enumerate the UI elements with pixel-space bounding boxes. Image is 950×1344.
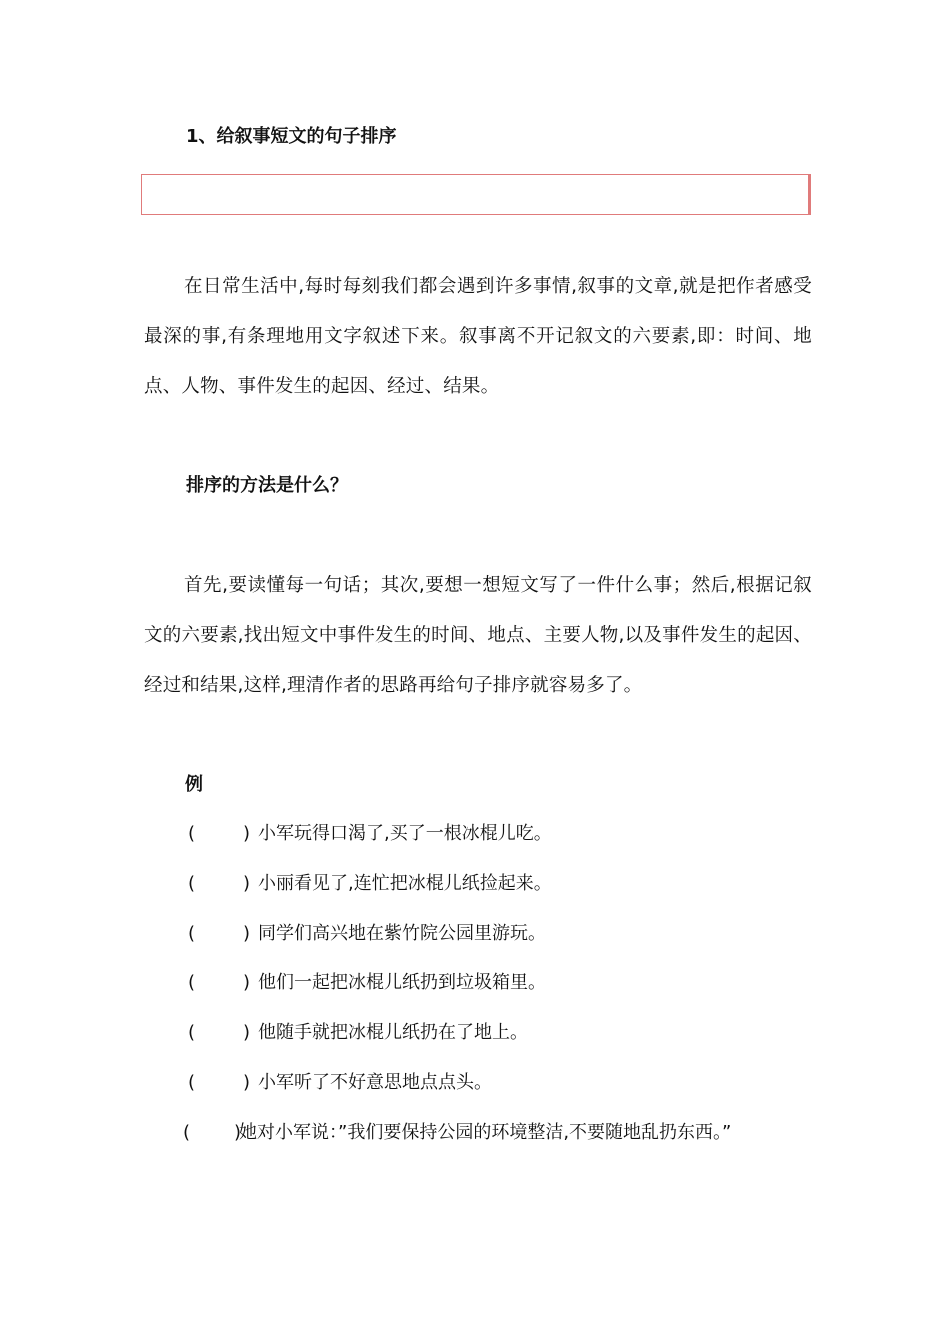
paren-close: ) [243,972,251,993]
example-label: 例 [185,774,203,795]
sentence-text: 他们一起把冰棍儿纸扔到垃圾箱里。 [258,972,546,993]
sentence-item [183,1121,731,1145]
answer-blank [188,1021,258,1045]
sentence-text: 小军听了不好意思地点点头。 [258,1072,492,1093]
paren-open: ( [188,873,196,894]
sentence-text: 小丽看见了,连忙把冰棍儿纸捡起来。 [258,873,552,894]
sentence-text: 他随手就把冰棍儿纸扔在了地上。 [258,1022,528,1043]
sentence-text: 同学们高兴地在紫竹院公园里游玩。 [258,923,546,944]
answer-blank [188,822,258,846]
sentence-item [188,971,546,995]
method-paragraph: 首先,要读懂每一句话；其次,要想一想短文写了一件什么事；然后,根据记叙文的六要素,找出短文中事件发生的时间、地点、主要人物,以及事件发生的起因、经过和结果,这样,理清作者的思路再给句子排序就容易多了。 [144,575,812,696]
sentence-text: 小军玩得口渴了,买了一根冰棍儿吃。 [258,823,552,844]
paren-close: ) [243,873,251,894]
sentence-item [188,1021,528,1045]
intro-paragraph: 在日常生活中,每时每刻我们都会遇到许多事情,叙事的文章,就是把作者感受最深的事,有条理地用文字叙述下来。叙事离不开记叙文的六要素,即：时间、地点、人物、事件发生的起因、经过、结果。 [144,276,812,397]
paren-open: ( [188,972,196,993]
answer-blank [188,1071,258,1095]
answer-box [141,174,809,215]
paren-close: ) [243,1072,251,1093]
paren-open: ( [188,1022,196,1043]
answer-blank [188,922,258,946]
sentence-item [188,872,552,896]
paren-open: ( [188,1072,196,1093]
paren-open: ( [188,823,196,844]
sentence-item [188,822,552,846]
sentence-item [188,1071,492,1095]
paren-close: ) [243,823,251,844]
paren-open: ( [188,923,196,944]
sentence-text: 她对小军说：”我们要保持公园的环境整洁,不要随地乱扔东西。” [239,1122,732,1143]
method-heading: 排序的方法是什么？ [186,475,348,496]
paren-close: ) [234,1122,242,1143]
answer-blank [188,971,258,995]
answer-blank [183,1121,242,1145]
sentence-item [188,922,546,946]
paren-close: ) [243,923,251,944]
paren-close: ) [243,1022,251,1043]
section-title: 1、给叙事短文的句子排序 [186,126,397,147]
answer-blank [188,872,258,896]
paren-open: ( [183,1122,191,1143]
